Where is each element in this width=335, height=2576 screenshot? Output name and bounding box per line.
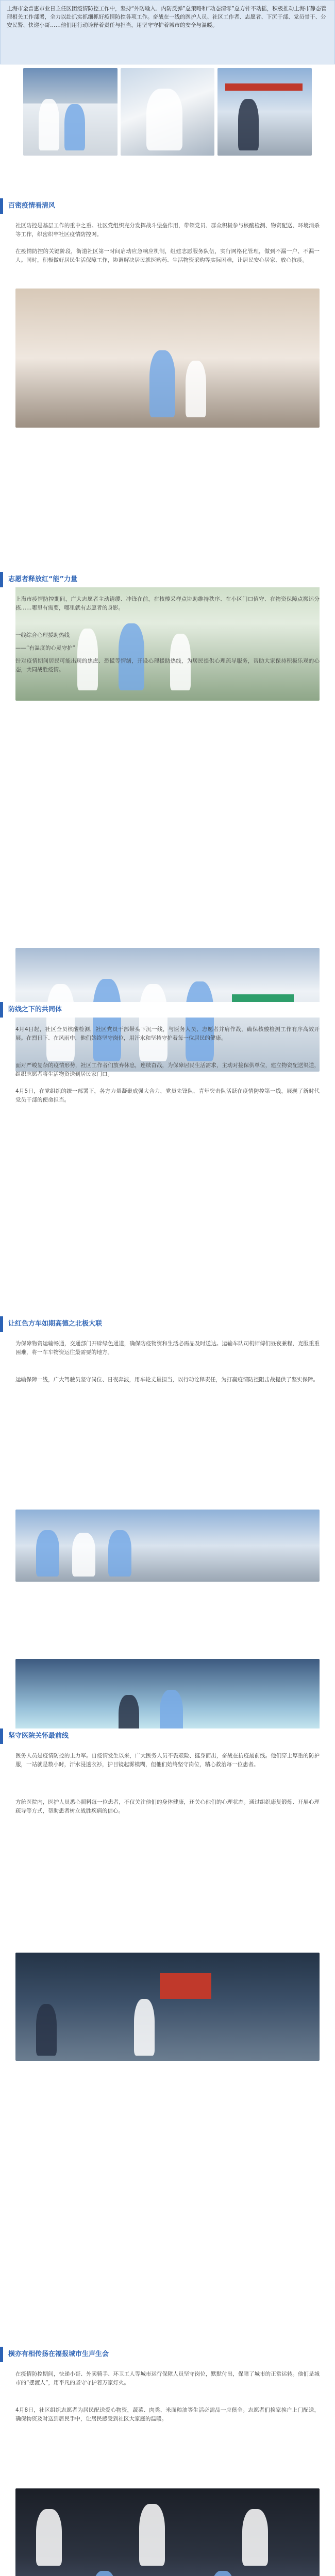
section-3-paragraph-1: 4月4日起，社区全员核酸检测，社区党员干部带头下沉一线，与医务人员、志愿者并肩作战，确保核酸检测工作有序高效开展。在烈日下、在风雨中，他们始终坚守岗位，用汗水和坚持守护着每一位居民的健康。 xyxy=(15,1026,320,1041)
section-6-paragraph-1: 在疫情防控期间，快递小哥、外卖骑手、环卫工人等城市运行保障人员坚守岗位，默默付出，保障了城市的正常运转。他们是城市的“摆渡人”，用平凡的坚守守护着万家灯火。 xyxy=(15,2371,320,2386)
section-4-paragraph-2: 运输保障一线，广大驾驶员坚守岗位、日夜奔波，用车轮丈量担当，以行动诠释责任，为打赢疫情防控阻击战提供了坚实保障。 xyxy=(15,1377,319,1383)
section-1-paragraph-2: 在疫情防控的关键阶段，街道社区第一时间启动应急响应机制，组建志愿服务队伍，实行网格化管理，做到不漏一户、不漏一人。同时，积极做好居民生活保障工作，协调解决居民就医购药、生活物资采购等实际困难，让居民安心居家、放心抗疫。 xyxy=(15,248,320,263)
section-2-paragraph-4: 针对疫情期间居民可能出现的焦虑、恐慌等情绪，开设心理援助热线，为居民提供心理疏导服务，帮助大家保持积极乐观的心态，共同战胜疫情。 xyxy=(15,658,320,673)
section-3-photo-1 xyxy=(15,1510,320,1582)
section-5-paragraph-2: 方舱医院内，医护人员悉心照料每一位患者，不仅关注他们的身体健康，还关心他们的心理状态。通过组织康复锻炼、开展心理疏导等方式，帮助患者树立战胜疾病的信心。 xyxy=(15,1799,320,1814)
section-4-photo-1 xyxy=(15,1953,320,2061)
section-5-photo-grid xyxy=(15,2488,320,2576)
section-3-paragraph-2: 面对严峻复杂的疫情形势，社区工作者们放弃休息，连续奋战，为保障居民生活需求，主动对接保供单位，建立物资配送渠道，组织志愿者将生活物资送到居民家门口。 xyxy=(15,1062,320,1077)
section-1-paragraph-1: 社区防控是基层工作的重中之重。社区党组织充分发挥战斗堡垒作用，带领党员、群众积极参与核酸检测、物资配送、环境消杀等工作，织密织牢社区疫情防控网。 xyxy=(15,223,320,238)
section-2-paragraph-2: 一线综合心理援助热线 xyxy=(15,632,70,638)
section-1-photo-1 xyxy=(15,289,320,428)
section-title-4: 让红色方车如期高德之北极大联 xyxy=(0,1316,335,1332)
section-2-paragraph-1: 上海市疫情防控期间，广大志愿者主动请缨、冲锋在前，在核酸采样点协助维持秩序、在小区门口值守、在物资保障点搬运分拣……哪里有需要，哪里就有志愿者的身影。 xyxy=(15,596,320,611)
section-title-3: 防线之下的共同体 xyxy=(0,1002,335,1018)
lead-paragraph: 上海市金普惠市业日主任区团疫情防控工作中，坚持“外防输入、内防反弹”总策略和“动态清零”总方针不动摇，积极推动上海市静态管理相关工作部署，全力以赴抓实抓细抓好疫情防控各项工作。奋战在一线的医护人员、社区工作者、志愿者、下沉干部、党员骨干、公安民警、快递小哥……他们用行动诠释着责任与担当，用坚守守护着城市的安全与温暖。 xyxy=(0,0,335,64)
section-4-paragraph-1: 为保障物资运输畅通，交通部门开辟绿色通道，确保防疫物资和生活必需品及时送达。运输车队司机师傅们昼夜兼程，克服重重困难，将一车车物资运往最需要的地方。 xyxy=(15,1341,320,1355)
lead-photo-3 xyxy=(217,68,312,156)
section-title-6: 横亦有相传扬在福报城市生声生会 xyxy=(0,2347,335,2362)
lead-photo-2 xyxy=(121,68,215,156)
section-title-2: 志愿者释放红“能”力量 xyxy=(0,572,335,587)
section-5-paragraph-1: 医务人员是疫情防控的主力军。自疫情发生以来，广大医务人员不畏艰险、挺身而出，奋战在抗疫最前线。他们穿上厚重的防护服，一站就是数小时，汗水浸透衣衫，护目镜起雾模糊，但他们始终坚守岗位，精心救治每一位患者。 xyxy=(15,1753,320,1768)
section-title-1: 百密疫情看清风 xyxy=(0,198,335,214)
section-6-paragraph-2: 4月8日，社区组织志愿者为居民配送爱心物资，蔬菜、肉类、米面粮油等生活必需品一应俱全。志愿者们挨家挨户上门配送，确保物资及时送到居民手中，让居民感受到社区大家庭的温暖。 xyxy=(15,2407,320,2422)
section-3-paragraph-3: 4月5日，在党组织的统一部署下，各方力量凝聚成强大合力，党员先锋队、青年突击队活跃在疫情防控第一线，展现了新时代党员干部的使命担当。 xyxy=(15,1088,320,1103)
lead-photo-row xyxy=(23,68,312,156)
section-2-paragraph-3: ——“有温度的心灵守护” xyxy=(15,645,75,651)
section-title-5: 坚守医院关怀最前线 xyxy=(0,1728,335,1744)
lead-photo-1 xyxy=(23,68,118,156)
